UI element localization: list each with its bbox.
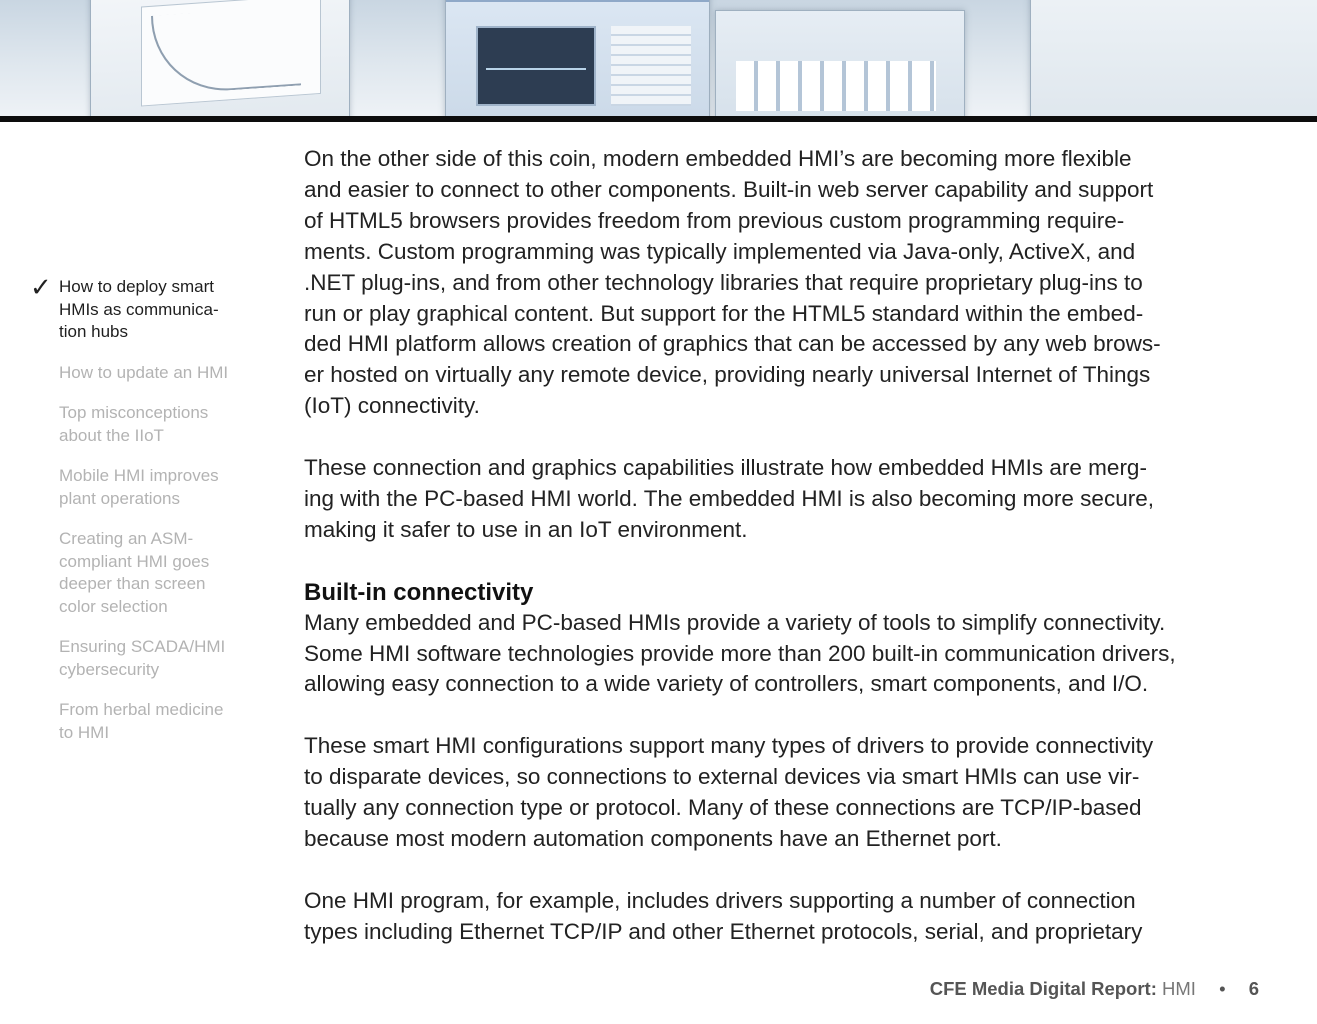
sidebar-item-scada-cybersecurity[interactable] [30,636,250,681]
page-number: 6 [1248,978,1259,999]
checkmark-icon: ✓ [30,273,52,303]
sidebar-item-deploy-smart-hmis[interactable] [30,273,250,344]
window-title-bar [446,0,709,2]
article-paragraph: These smart HMI configurations support many types of drivers to provide connectivity to disparate devices, so connections to external devices via smart HMIs can use vir- tually any connection type or protocol. Many of these connections are TCP/IP-based because most modern automation components have an Ethernet port. [304,733,1154,851]
article-paragraph: On the other side of this coin, modern embedded HMI’s are becoming more flexible and easier to connect to other components. Built-in web server capability and support of HTML5 browsers provides freedom from previous custom programming require- ments. Custom programming was typically implemented via Java-only, ActiveX, and .NET plug-ins, and from other technology libraries that require proprietary plug-ins to run or play graphical content. But support for the HTML5 standard within the embed- ded HMI platform allows creation of graphics that can be accessed by any web brows- er hosted on virtually any remote device, providing nearly universal Internet of Things (IoT) connectivity. [304,146,1161,419]
footer-topic: HMI [1162,978,1196,999]
page-footer [930,978,1259,1000]
screenshot-toolbar-window [715,10,965,116]
sidebar-item-label: Top misconceptions about the IIoT [59,403,209,445]
section-heading: Built-in connectivity [304,578,534,606]
header-divider [0,116,1317,122]
sidebar-item-label: From herbal medicine to HMI [59,700,224,742]
screenshot-blank-window [1030,0,1317,116]
sidebar-item-asm-compliant-hmi[interactable] [30,528,250,618]
settings-pane [611,26,691,106]
sidebar-item-mobile-hmi[interactable] [30,465,250,510]
toolbar-strip [736,61,936,111]
article-body [304,144,1264,978]
sidebar-item-iiot-misconceptions[interactable] [30,402,250,447]
sidebar-item-herbal-medicine-hmi[interactable] [30,699,250,744]
sidebar-nav [30,273,250,762]
sidebar-item-update-hmi[interactable] [30,362,250,385]
waveform-pane [476,26,596,106]
article-paragraph: Many embedded and PC-based HMIs provide a variety of tools to simplify connectivity. Some HMI software technologies provide more than 200 built-in communication drivers, allowing easy connection to a wide variety of controllers, smart components, and I/O. [304,609,1176,697]
sidebar-item-label: How to deploy smart HMIs as communica- tion hubs [59,277,219,341]
sidebar-item-label: Ensuring SCADA/HMI cybersecurity [59,637,226,679]
header-banner-image [0,0,1317,116]
footer-brand: CFE Media Digital Report: [929,978,1157,999]
footer-separator: • [1219,978,1226,999]
article-paragraph: These connection and graphics capabilities illustrate how embedded HMIs are merg- ing with the PC-based HMI world. The embedded HMI is also becoming more secure, making it safer to use in an IoT environment. [304,455,1154,542]
sidebar-item-label: Mobile HMI improves plant operations [59,466,219,508]
article-paragraph: One HMI program, for example, includes drivers supporting a number of connection types including Ethernet TCP/IP and other Ethernet protocols, serial, and proprietary [304,887,1143,944]
sidebar-item-label: Creating an ASM- compliant HMI goes deeper than screen color selection [59,529,210,616]
screenshot-hmi-window [445,0,710,116]
screenshot-graph-window [90,0,350,116]
sidebar-item-label: How to update an HMI [59,362,229,382]
